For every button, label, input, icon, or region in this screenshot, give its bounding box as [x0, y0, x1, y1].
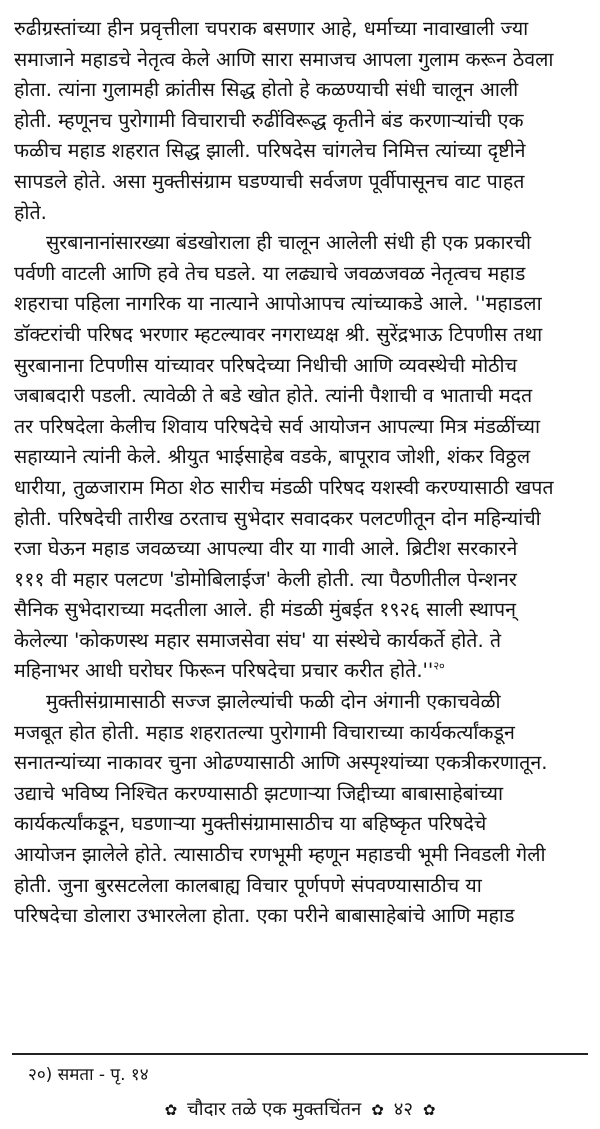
text-line: धारीया, तुळजाराम मिठा शेठ सारीच मंडळी परिषद यशस्वी करण्यासाठी खपत — [14, 475, 554, 499]
text-line: १११ वी महार पलटण 'डोमोबिलाईज' केली होती. त्या पैठणीतील पेन्शनर — [14, 567, 517, 591]
text-line: सुरबानाना टिपणीस यांच्यावर परिषदेच्या निधीची आणि व्यवस्थेची मोठीच — [14, 353, 518, 377]
text-line: तर परिषदेला केलीच शिवाय परिषदेचे सर्व आयोजन आपल्या मित्र मंडळींच्या — [14, 414, 541, 438]
text-line: होते. — [14, 200, 47, 224]
text-line: होती. म्हणूनच पुरोगामी विचाराची रुढींविरूद्ध कृतीने बंड करणाऱ्यांची एक — [14, 108, 524, 132]
text-line: उद्याचे भविष्य निश्चित करण्यासाठी झटणाऱ्या जिद्दीच्या बाबासाहेबांच्या — [14, 781, 504, 805]
text-line: शहराचा पहिला नागरिक या नात्याने आपोआपच त्यांच्याकडे आले. ''महाडला — [14, 292, 542, 316]
footnote-divider — [12, 1053, 588, 1055]
flower-ornament-icon: ✿ — [164, 1101, 178, 1119]
page-footer — [0, 1098, 600, 1122]
text-line: समाजाने महाडचे नेतृत्व केले आणि सारा समाजच आपला गुलाम करून ठेवला — [14, 47, 554, 71]
text-line: रुढीग्रस्तांच्या हीन प्रवृत्तीला चपराक बसणार आहे, धर्माच्या नावाखाली ज्या — [14, 17, 529, 40]
text-line: रजा घेऊन महाड जवळच्या आपल्या वीर या गावी आले. ब्रिटीश सरकारने — [14, 537, 518, 561]
text-line: आयोजन झालेले होते. त्यासाठीच रणभूमी म्हणून महाडची भूमी निवडली गेली — [14, 843, 546, 867]
paragraph-1 — [14, 14, 588, 228]
text-line: होती. परिषदेची तारीख ठरताच सुभेदार सवादकर पलटणीतून दोन महिन्यांची — [14, 506, 541, 530]
footnote: २०) समता - पृ. १४ — [28, 1065, 149, 1085]
paragraph-2 — [14, 228, 588, 687]
text-line: मजबूत होत होती. महाड शहरातल्या पुरोगामी विचाराच्या कार्यकर्त्यांकडून — [14, 720, 515, 744]
text-line-last — [14, 656, 588, 687]
text-line: मुक्तीसंग्रामासाठी सज्ज झालेल्यांची फळी दोन अंगानी एकाचवेळी — [46, 690, 501, 714]
text-line: सनातन्यांच्या नाकावर चुना ओढण्यासाठी आणि अस्पृश्यांच्या एकत्रीकरणातून. — [14, 751, 548, 775]
page-number: ४२ — [393, 1099, 413, 1120]
paragraph-3 — [14, 687, 588, 932]
body-text — [14, 14, 588, 932]
text-line: डॉक्टरांची परिषद भरणार म्हटल्यावर नगराध्यक्ष श्री. सुरेंद्रभाऊ टिपणीस तथा — [14, 322, 543, 346]
text-line: सापडले होते. असा मुक्तीसंग्राम घडण्याची सर्वजण पूर्वीपासूनच वाट पाहत — [14, 169, 525, 193]
text-line: पर्वणी वाटली आणि हवे तेच घडले. या लढ्याचे जवळजवळ नेतृत्वच महाड — [14, 261, 526, 285]
text-line: केलेल्या 'कोकणस्थ महार समाजसेवा संघ' या संस्थेचे कार्यकर्ते होते. ते — [14, 628, 502, 652]
text-line: परिषदेचा डोलारा उभारलेला होता. एका परीने बाबासाहेबांचे आणि महाड — [14, 904, 515, 928]
text-line: कार्यकर्त्यांकडून, घडणाऱ्या मुक्तीसंग्रामासाठीच या बहिष्कृत परिषदेचे — [14, 812, 487, 836]
book-title: चौदार तळे एक मुक्तचिंतन — [187, 1099, 362, 1120]
text-line: जबाबदारी पडली. त्यावेळी ते बडे खोत होते. त्यांनी पैशाची व भाताची मदत — [14, 384, 533, 408]
text-line: सुरबानानांसारख्या बंडखोराला ही चालून आलेली संधी ही एक प्रकारची — [46, 231, 532, 255]
text-line: होता. त्यांना गुलामही क्रांतीस सिद्ध होतो हे कळण्याची संधी चालून आली — [14, 78, 519, 102]
text-line: सहाय्याने त्यांनी केले. श्रीयुत भाईसाहेब वडके, बापूराव जोशी, शंकर विठ्ठल — [14, 445, 531, 469]
footnote-reference: २० — [433, 659, 445, 673]
text-line: फळीच महाड शहरात सिद्ध झाली. परिषदेस चांगलेच निमित्त त्यांच्या दृष्टीने — [14, 139, 526, 163]
flower-ornament-icon: ✿ — [371, 1101, 384, 1119]
text-line: होती. जुना बुरसटलेला कालबाह्य विचार पूर्णपणे संपवण्यासाठीच या — [14, 873, 482, 897]
text-line: सैनिक सुभेदाराच्या मदतीला आले. ही मंडळी मुंबईत १९२६ साली स्थापन् — [14, 598, 516, 622]
quote-end-text: महिनाभर आधी घरोघर फिरून परिषदेचा प्रचार करीत होते.'' — [14, 659, 434, 683]
flower-ornament-icon: ✿ — [422, 1101, 436, 1119]
